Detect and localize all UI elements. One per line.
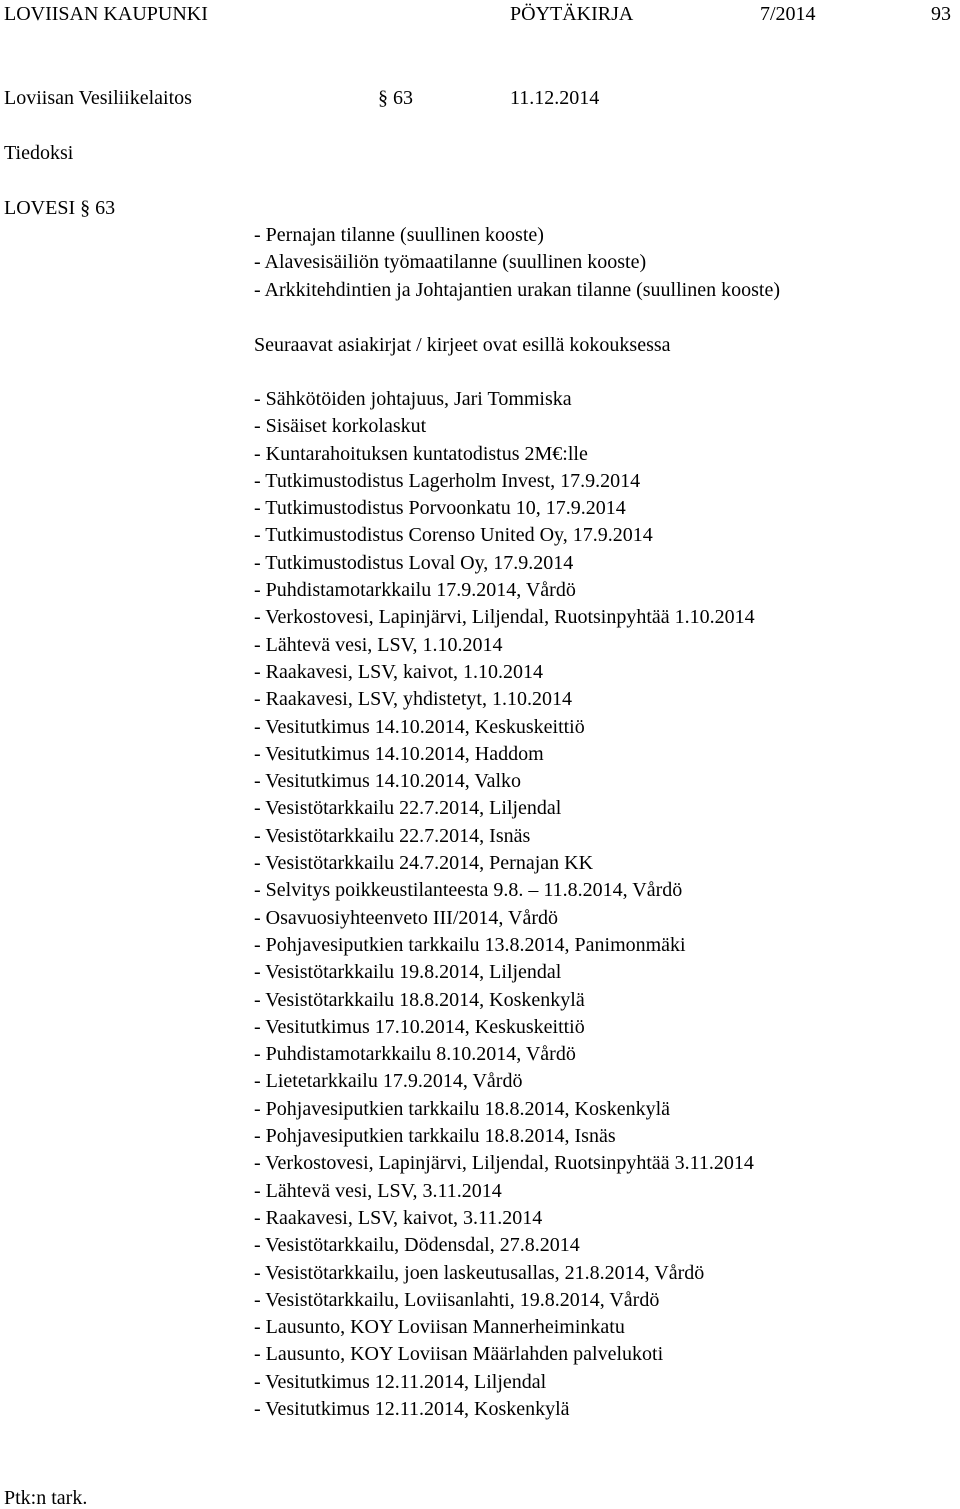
- header-page-number: 93: [931, 3, 951, 25]
- list-item: - Kuntarahoituksen kuntatodistus 2M€:lle: [254, 442, 588, 465]
- header-issue: 7/2014: [760, 3, 816, 25]
- list-item: - Puhdistamotarkkailu 8.10.2014, Vårdö: [254, 1043, 576, 1066]
- oral-reports-list: [254, 222, 780, 304]
- list-item: - Lähtevä vesi, LSV, 3.11.2014: [254, 1179, 502, 1202]
- list-item: - Selvitys poikkeustilanteesta 9.8. – 11.8.2014, Vårdö: [254, 879, 683, 902]
- header-org: LOVIISAN KAUPUNKI: [4, 3, 208, 25]
- list-item: - Vesistötarkkailu 22.7.2014, Liljendal: [254, 797, 562, 820]
- list-item: - Vesitutkimus 17.10.2014, Keskuskeittiö: [254, 1015, 585, 1038]
- list-item: - Vesistötarkkailu 18.8.2014, Koskenkylä: [254, 988, 585, 1011]
- list-item: - Vesitutkimus 12.11.2014, Koskenkylä: [254, 1397, 570, 1420]
- list-item: - Vesistötarkkailu, Loviisanlahti, 19.8.2014, Vårdö: [254, 1288, 660, 1311]
- list-item: - Tutkimustodistus Porvoonkatu 10, 17.9.2014: [254, 497, 626, 520]
- list-item: - Pohjavesiputkien tarkkailu 18.8.2014, Isnäs: [254, 1125, 616, 1148]
- meta-date: 11.12.2014: [510, 87, 600, 109]
- list-item: - Raakavesi, LSV, yhdistetyt, 1.10.2014: [254, 688, 572, 711]
- list-item: - Vesistötarkkailu, joen laskeutusallas, 21.8.2014, Vårdö: [254, 1261, 705, 1284]
- page-header: [0, 4, 960, 28]
- footer-initials-label: Ptk:n tark.: [4, 1487, 88, 1509]
- list-item: - Vesistötarkkailu 22.7.2014, Isnäs: [254, 824, 531, 847]
- list-item: - Vesitutkimus 14.10.2014, Valko: [254, 770, 522, 793]
- list-item: - Lausunto, KOY Loviisan Mannerheiminkatu: [254, 1316, 625, 1339]
- list-item: - Raakavesi, LSV, kaivot, 3.11.2014: [254, 1206, 543, 1229]
- documents-intro: Seuraavat asiakirjat / kirjeet ovat esillä kokouksessa: [254, 334, 671, 356]
- list-item: - Sähkötöiden johtajuus, Jari Tommiska: [254, 388, 572, 410]
- list-item: - Sisäiset korkolaskut: [254, 415, 427, 438]
- list-item: - Pohjavesiputkien tarkkailu 18.8.2014, Koskenkylä: [254, 1097, 671, 1120]
- item-reference: LOVESI § 63: [4, 197, 116, 219]
- list-item: - Tutkimustodistus Corenso United Oy, 17.9.2014: [254, 524, 653, 547]
- list-item: - Vesitutkimus 14.10.2014, Haddom: [254, 742, 544, 765]
- list-item: - Tutkimustodistus Loval Oy, 17.9.2014: [254, 551, 574, 574]
- list-item: - Osavuosiyhteenveto III/2014, Vårdö: [254, 906, 559, 929]
- meta-body: Loviisan Vesiliikelaitos: [4, 87, 192, 109]
- list-item: - Puhdistamotarkkailu 17.9.2014, Vårdö: [254, 579, 576, 602]
- list-item: - Pohjavesiputkien tarkkailu 13.8.2014, Panimonmäki: [254, 933, 686, 956]
- header-doc-type: PÖYTÄKIRJA: [510, 3, 634, 25]
- list-item: - Alavesisäiliön työmaatilanne (suullinen kooste): [254, 251, 647, 274]
- list-item: - Tutkimustodistus Lagerholm Invest, 17.9.2014: [254, 469, 641, 492]
- list-item: - Raakavesi, LSV, kaivot, 1.10.2014: [254, 660, 544, 683]
- list-item: - Vesistötarkkailu 24.7.2014, Pernajan KK: [254, 852, 594, 875]
- list-item: - Vesistötarkkailu 19.8.2014, Liljendal: [254, 961, 562, 984]
- list-item: - Vesitutkimus 12.11.2014, Liljendal: [254, 1370, 547, 1393]
- list-item: - Vesistötarkkailu, Dödensdal, 27.8.2014: [254, 1234, 580, 1257]
- list-item: - Lähtevä vesi, LSV, 1.10.2014: [254, 633, 503, 656]
- documents-list: [254, 386, 755, 1423]
- list-item: - Arkkitehdintien ja Johtajantien urakan tilanne (suullinen kooste): [254, 278, 780, 301]
- list-item: - Vesitutkimus 14.10.2014, Keskuskeittiö: [254, 715, 585, 738]
- list-item: - Verkostovesi, Lapinjärvi, Liljendal, Ruotsinpyhtää 3.11.2014: [254, 1152, 754, 1175]
- section-heading: Tiedoksi: [4, 142, 74, 164]
- list-item: - Lietetarkkailu 17.9.2014, Vårdö: [254, 1070, 523, 1093]
- list-item: - Pernajan tilanne (suullinen kooste): [254, 224, 544, 246]
- list-item: - Lausunto, KOY Loviisan Määrlahden palvelukoti: [254, 1343, 664, 1366]
- meta-section: § 63: [378, 87, 413, 109]
- list-item: - Verkostovesi, Lapinjärvi, Liljendal, Ruotsinpyhtää 1.10.2014: [254, 606, 755, 629]
- meta-row: [0, 88, 960, 112]
